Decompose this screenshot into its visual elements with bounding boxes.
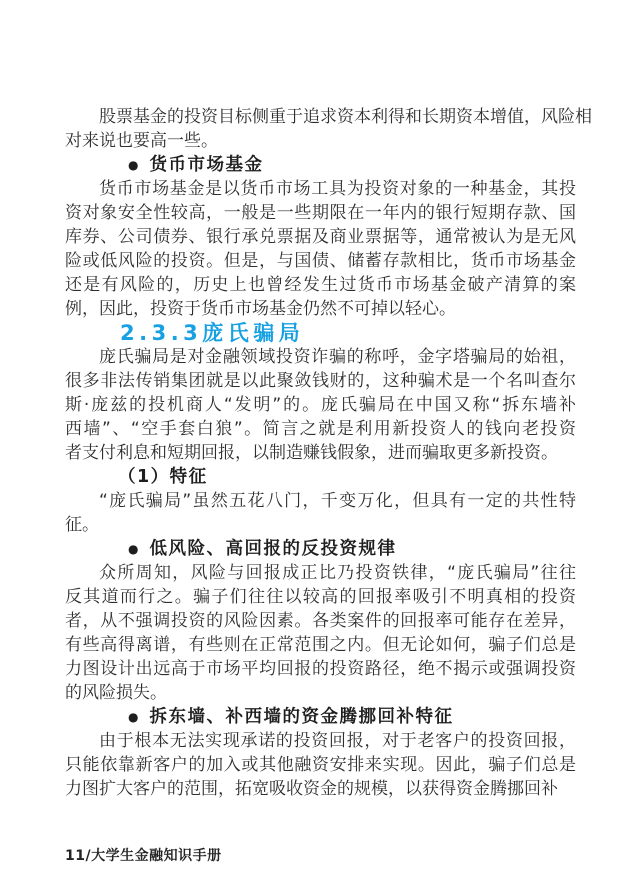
bullet-icon: ● [128,710,139,724]
text-line: 货币市场基金是以货币市场工具为投资对象的一种基金，其投 [99,179,576,199]
text-line: 只能依靠新客户的加入或其他融资安排来实现。因此，骗子们总是 [65,755,576,775]
bullet-heading [65,153,576,177]
text-line: 有些高得离谱，有些则在正常范围之内。但无论如何，骗子们总是 [65,635,576,655]
text-line: 股票基金的投资目标侧重于追求资本利得和长期资本增值，风险相 [99,107,592,127]
page-footer: 11/大学生金融知识手册 [65,848,222,864]
bullet-heading-label: 货币市场基金 [149,155,264,175]
text-line: 众所周知，风险与回报成正比乃投资铁律，“庞氏骗局”往往 [99,563,576,583]
text-line: 还是有风险的，历史上也曾经发生过货币市场基金破产清算的案 [65,275,576,295]
bullet-heading [65,705,576,729]
bullet-heading [65,537,576,561]
text-line: 险或低风险的投资。但是，与国债、储蓄存款相比，货币市场基金 [65,251,576,271]
text-line: 库券、公司债券、银行承兑票据及商业票据等，通常被认为是无风 [65,227,576,247]
text-line: 征。 [65,515,99,535]
text-line: 者，从不强调投资的风险因素。各类案件的回报率可能存在差异， [65,611,576,631]
text-line: 斯·庞兹的投机商人“发明”的。庞氏骗局在中国又称“拆东墙补 [65,395,576,415]
text-line: 的风险损失。 [65,683,167,703]
text-line: 庞氏骗局是对金融领域投资诈骗的称呼，金字塔骗局的始祖， [99,347,576,367]
text-line: “庞氏骗局”虽然五花八门，千变万化，但具有一定的共性特 [99,491,576,511]
text-line: 力图设计出远高于市场平均回报的投资路径，绝不揭示或强调投资 [65,659,576,679]
text-line: 资对象安全性较高，一般是一些期限在一年内的银行短期存款、国 [65,203,576,223]
bullet-heading-label: 拆东墙、补西墙的资金腾挪回补特征 [149,707,454,727]
page-content [65,105,592,801]
text-line: 很多非法传销集团就是以此聚敛钱财的，这种骗术是一个名叫查尔 [65,371,576,391]
section-heading: 2.3.3庞氏骗局 [120,321,305,345]
bullet-heading-label: 低风险、高回报的反投资规律 [149,539,397,559]
bullet-icon: ● [128,542,139,556]
text-line: 者支付利息和短期回报，以制造赚钱假象，进而骗取更多新投资。 [65,443,558,463]
text-line: 西墙”、“空手套白狼”。简言之就是利用新投资人的钱向老投资 [65,419,576,439]
sub-heading: （1）特征 [118,467,208,487]
text-line: 对来说也要高一些。 [65,131,218,151]
text-line: 由于根本无法实现承诺的投资回报，对于老客户的投资回报， [99,731,576,751]
text-line: 力图扩大客户的范围，拓宽吸收资金的规模，以获得资金腾挪回补 [65,779,558,799]
bullet-icon: ● [128,158,139,172]
text-line: 反其道而行之。骗子们往往以较高的回报率吸引不明真相的投资 [65,587,576,607]
text-line: 例，因此，投资于货币市场基金仍然不可掉以轻心。 [65,299,456,319]
